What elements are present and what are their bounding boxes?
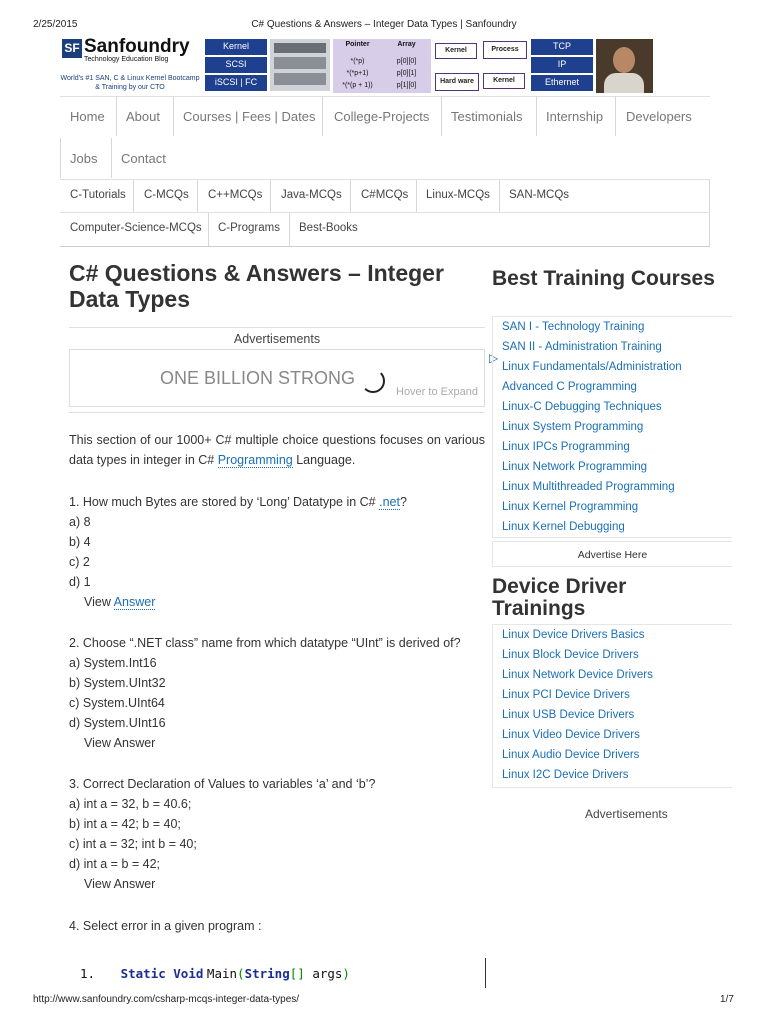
training-heading: Best Training Courses bbox=[492, 267, 715, 290]
code-line-number: 1. bbox=[80, 966, 96, 981]
banner-storage[interactable] bbox=[205, 39, 267, 91]
nav-c-tutorials[interactable]: C-Tutorials bbox=[70, 189, 126, 201]
process-box: Process bbox=[483, 41, 527, 59]
driver-link[interactable]: Linux Video Device Drivers bbox=[502, 729, 640, 741]
training-link[interactable]: Linux Kernel Debugging bbox=[502, 521, 625, 533]
banner-ethernet: Ethernet bbox=[531, 75, 593, 91]
question-2 bbox=[69, 633, 485, 753]
ad-hover-hint: Hover to Expand bbox=[396, 386, 478, 398]
banner-kernel-diagram[interactable] bbox=[435, 39, 528, 93]
ad-choices-icon[interactable]: ▷ bbox=[489, 351, 499, 365]
hardware-box: Hard ware bbox=[435, 73, 479, 91]
nav-linux-mcqs[interactable]: Linux-MCQs bbox=[426, 189, 490, 201]
kernel-box: Kernel bbox=[435, 43, 477, 59]
pointer-cell: *(*p) bbox=[333, 58, 382, 65]
banner-kernel: Kernel bbox=[205, 39, 267, 55]
nav-college-projects[interactable]: College-Projects bbox=[334, 109, 430, 124]
driver-list bbox=[492, 624, 732, 788]
banner-iscsi: iSCSI | FC bbox=[205, 75, 267, 91]
nav-contact[interactable]: Contact bbox=[121, 151, 166, 166]
driver-heading: Device Driver Trainings bbox=[492, 575, 627, 620]
loading-spinner-icon bbox=[361, 369, 385, 393]
training-link[interactable]: Linux Fundamentals/Administration bbox=[502, 361, 682, 373]
advertise-here-link[interactable]: Advertise Here bbox=[492, 541, 732, 567]
primary-nav-row2 bbox=[0, 151, 768, 171]
nav-c-programs[interactable]: C-Programs bbox=[218, 222, 280, 234]
question-1 bbox=[69, 492, 485, 612]
training-link[interactable]: Linux Network Programming bbox=[502, 461, 648, 473]
training-link[interactable]: Linux System Programming bbox=[502, 421, 644, 433]
driver-link[interactable]: Linux Block Device Drivers bbox=[502, 649, 639, 661]
site-logo[interactable] bbox=[60, 36, 205, 96]
option: d) System.UInt16 bbox=[69, 716, 166, 730]
ad-banner[interactable] bbox=[69, 349, 485, 407]
banner-scsi: SCSI bbox=[205, 57, 267, 73]
intro-text: This section of our 1000+ C# multiple choice questions focuses on various data types in integer in C# bbox=[69, 433, 485, 467]
nav-c-mcqs[interactable]: C-MCQs bbox=[144, 189, 189, 201]
array-cell: p[0][1] bbox=[382, 70, 431, 77]
nav-internship[interactable]: Internship bbox=[546, 109, 604, 124]
training-link[interactable]: SAN II - Administration Training bbox=[502, 341, 662, 353]
option: a) int a = 32, b = 40.6; bbox=[69, 797, 192, 811]
banner-tcp: TCP bbox=[531, 39, 593, 55]
view-answer[interactable]: View Answer bbox=[84, 736, 156, 750]
code-method: Main bbox=[206, 966, 238, 981]
banner-network[interactable] bbox=[531, 39, 593, 91]
server-rack-image bbox=[270, 39, 330, 91]
intro-text-end: Language. bbox=[296, 453, 356, 467]
question-text: 4. Select error in a given program : bbox=[69, 919, 262, 933]
option: c) 2 bbox=[69, 555, 90, 569]
training-list bbox=[492, 316, 732, 538]
question-text: 3. Correct Declaration of Values to variables ‘a’ and ‘b’? bbox=[69, 777, 376, 791]
logo-name: Sanfoundry bbox=[84, 36, 190, 57]
print-date: 2/25/2015 bbox=[33, 19, 78, 30]
nav-csharp-mcqs[interactable]: C#MCQs bbox=[361, 189, 409, 201]
banner-pointer-table[interactable] bbox=[333, 39, 431, 93]
nav-cs-mcqs[interactable]: Computer-Science-MCQs bbox=[70, 222, 202, 234]
training-link[interactable]: Linux-C Debugging Techniques bbox=[502, 401, 662, 413]
ad-label: Advertisements bbox=[233, 332, 321, 346]
option: c) System.UInt64 bbox=[69, 696, 165, 710]
sidebar-ads-label: Advertisements bbox=[585, 807, 668, 821]
option: d) int a = b = 42; bbox=[69, 857, 161, 871]
training-link[interactable]: Linux IPCs Programming bbox=[502, 441, 630, 453]
nav-testimonials[interactable]: Testimonials bbox=[451, 109, 523, 124]
question-3 bbox=[69, 774, 485, 894]
question-1-text: 1. How much Bytes are stored by ‘Long’ Datatype in C# bbox=[69, 495, 376, 509]
programming-link[interactable]: Programming bbox=[217, 453, 293, 467]
code-block: 1. Static Void Main(String[] args) bbox=[80, 966, 350, 981]
option: c) int a = 32; int b = 40; bbox=[69, 837, 197, 851]
question-mark: ? bbox=[399, 495, 407, 509]
kernel-box: Kernel bbox=[483, 73, 525, 89]
question-text: 2. Choose “.NET class” name from which datatype “UInt” is derived of? bbox=[69, 636, 461, 650]
nav-cpp-mcqs[interactable]: C++MCQs bbox=[208, 189, 263, 201]
nav-best-books[interactable]: Best-Books bbox=[299, 222, 358, 234]
print-page-number: 1/7 bbox=[720, 994, 734, 1005]
print-title: C# Questions & Answers – Integer Data Types | Sanfoundry bbox=[251, 19, 517, 30]
page-title: C# Questions & Answers – Integer Data Types bbox=[69, 260, 444, 312]
nav-home[interactable]: Home bbox=[70, 109, 105, 124]
driver-link[interactable]: Linux Device Drivers Basics bbox=[502, 629, 645, 641]
driver-link[interactable]: Linux Audio Device Drivers bbox=[502, 749, 640, 761]
option: b) int a = 42; b = 40; bbox=[69, 817, 181, 831]
option: b) System.UInt32 bbox=[69, 676, 166, 690]
nav-java-mcqs[interactable]: Java-MCQs bbox=[281, 189, 342, 201]
option: a) 8 bbox=[69, 515, 91, 529]
print-url: http://www.sanfoundry.com/csharp-mcqs-integer-data-types/ bbox=[33, 994, 300, 1005]
view-label: View bbox=[84, 595, 111, 609]
training-link[interactable]: Linux Kernel Programming bbox=[502, 501, 639, 513]
code-keyword: Static bbox=[120, 966, 166, 981]
secondary-nav bbox=[0, 189, 768, 205]
array-header: Array bbox=[382, 41, 431, 48]
ad-text: ONE BILLION STRONG bbox=[160, 368, 356, 388]
driver-link[interactable]: Linux PCI Device Drivers bbox=[502, 689, 630, 701]
pointer-cell: *(*p+1) bbox=[333, 70, 382, 77]
driver-link[interactable]: Linux I2C Device Drivers bbox=[502, 769, 629, 781]
array-cell: p[0][0] bbox=[382, 58, 431, 65]
banner-ip: IP bbox=[531, 57, 593, 73]
training-link[interactable]: Advanced C Programming bbox=[502, 381, 637, 393]
nav-san-mcqs[interactable]: SAN-MCQs bbox=[509, 189, 570, 201]
nav-courses[interactable]: Courses | Fees | Dates bbox=[183, 109, 316, 124]
training-link[interactable]: SAN I - Technology Training bbox=[502, 321, 645, 333]
pointer-cell: *(*(p + 1)) bbox=[333, 82, 382, 89]
answer-link[interactable]: Answer bbox=[113, 595, 156, 609]
cto-photo bbox=[596, 39, 653, 93]
nav-about[interactable]: About bbox=[126, 109, 160, 124]
array-cell: p[1][0] bbox=[382, 82, 431, 89]
nav-developers[interactable]: Developers bbox=[626, 109, 692, 124]
secondary-nav-row2 bbox=[0, 222, 768, 238]
option: a) System.Int16 bbox=[69, 656, 157, 670]
driver-link[interactable]: Linux Network Device Drivers bbox=[502, 669, 653, 681]
option: d) 1 bbox=[69, 575, 91, 589]
question-text bbox=[69, 492, 485, 512]
code-keyword: Void bbox=[173, 966, 204, 981]
view-answer[interactable]: View Answer bbox=[84, 877, 156, 891]
code-brackets: [] bbox=[289, 966, 305, 981]
question-4 bbox=[69, 916, 485, 936]
logo-tagline: World's #1 SAN, C & Linux Kernel Bootcamp & Training by our CTO bbox=[60, 75, 200, 91]
view-answer[interactable] bbox=[69, 592, 485, 612]
intro-paragraph bbox=[69, 430, 485, 470]
logo-mark: SF bbox=[62, 39, 82, 58]
article-body bbox=[69, 430, 485, 470]
training-link[interactable]: Linux Multithreaded Programming bbox=[502, 481, 675, 493]
driver-link[interactable]: Linux USB Device Drivers bbox=[502, 709, 635, 721]
nav-jobs[interactable]: Jobs bbox=[70, 151, 98, 166]
option: b) 4 bbox=[69, 535, 91, 549]
code-param: args bbox=[312, 966, 343, 981]
code-type: String bbox=[244, 966, 290, 981]
logo-subtitle: Technology Education Blog bbox=[84, 56, 169, 63]
pointer-header: Pointer bbox=[333, 41, 382, 48]
dotnet-link[interactable]: .net bbox=[379, 495, 400, 509]
